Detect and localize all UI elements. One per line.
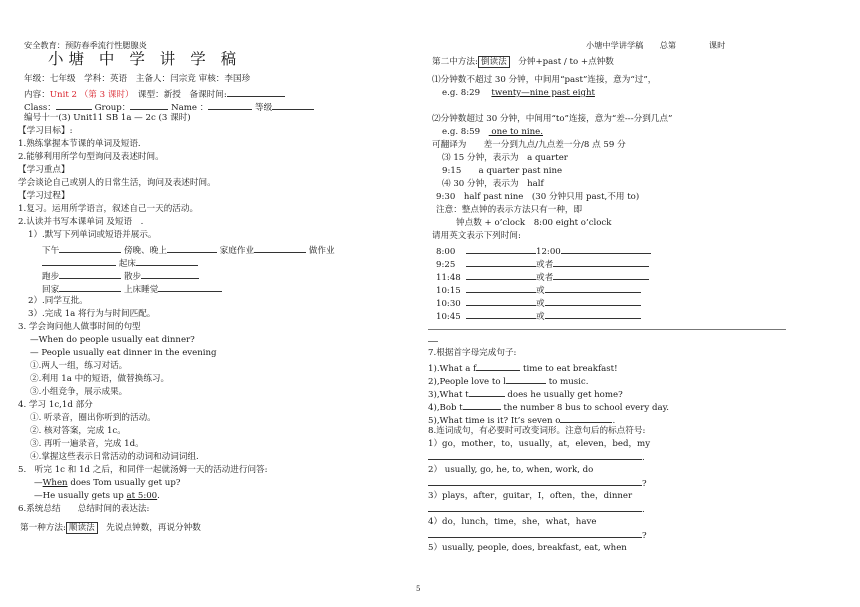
- class-line: [24, 100, 314, 114]
- answer-blank[interactable]: [545, 309, 641, 319]
- date-blank[interactable]: [227, 87, 285, 97]
- divider-line: [428, 329, 786, 330]
- answer-blank[interactable]: [553, 257, 649, 267]
- method-1: [20, 523, 201, 534]
- process-2-2: 2）.同学互批。: [28, 296, 88, 306]
- time-exercise-title: 请用英文表示下列时间:: [432, 231, 521, 241]
- answer-blank[interactable]: [466, 257, 536, 267]
- sentence-end: does he usually get home?: [504, 390, 623, 400]
- exercise-7-2: [428, 374, 588, 388]
- example-time: e.g. 8:59: [442, 127, 481, 137]
- vocab-word: 散步: [123, 272, 142, 282]
- answer-line[interactable]: [428, 528, 642, 538]
- process-4: 4. 学习 1c,1d 部分: [18, 400, 93, 410]
- exercise-8-title: 8.连词成句，有必要时可改变词形。注意句后的标点符号:: [428, 426, 646, 436]
- process-2-1: 1）.默写下列单词或短语并展示。: [28, 230, 157, 240]
- answer-blank[interactable]: [560, 413, 612, 423]
- key-header: 【学习重点】: [18, 165, 70, 175]
- question-rest: does Tom usually get up?: [67, 478, 181, 488]
- answer-blank[interactable]: [59, 269, 121, 279]
- time-row: [436, 296, 641, 310]
- time-value: 11:48: [436, 273, 461, 283]
- divider-line: [428, 341, 438, 342]
- process-4-2: ②. 核对答案，完成 1c。: [30, 426, 126, 436]
- right-total: 总第: [659, 40, 677, 50]
- process-4-4: ④.掌握这些表示日常活动的动词和动词词组.: [30, 452, 199, 462]
- time-value: 9:25: [436, 260, 456, 270]
- end-punctuation: ?: [642, 531, 647, 541]
- vocab-word: 傍晚、晚上: [123, 246, 167, 256]
- answer-blank[interactable]: [466, 309, 536, 319]
- answer-line[interactable]: [428, 450, 642, 460]
- exercise-8-2: 2） usually, go, he, to, when, work, do: [428, 465, 594, 475]
- exercise-8-1: 1）go，mother，to，usually，at，eleven，bed，my: [428, 439, 651, 449]
- exercise-7-1: [428, 361, 618, 375]
- rule-quarter: ⑶ 15 分钟，表示为 a quarter: [442, 153, 568, 163]
- method-2-prefix: 第二中方法:: [432, 57, 478, 67]
- class-line-blank[interactable]: [208, 100, 252, 110]
- rule-quarter-example: 9:15 a quarter past nine: [442, 166, 563, 176]
- vocab-word: 跑步: [42, 272, 60, 282]
- exercise-7-title: 7.根据首字母完成句子:: [428, 348, 517, 358]
- exercise-7-3: [428, 387, 623, 401]
- time-row: [436, 309, 641, 323]
- exercise-8-2-answer: [428, 476, 647, 490]
- question-1: —When do people usually eat dinner?: [30, 335, 195, 345]
- step-2: ②.利用 1a 中的短语，做替换练习。: [30, 374, 170, 384]
- process-2: 2.认读并书写本课单词 及短语 .: [18, 217, 144, 227]
- method-1-text: 先说点钟数，再说分钟数: [106, 523, 201, 533]
- answer-blank[interactable]: [469, 387, 505, 397]
- vocab-word: 下午: [42, 246, 60, 256]
- underlined-time: at 5:00: [126, 491, 158, 501]
- answer-blank[interactable]: [476, 361, 520, 371]
- rule-translation: 可翻译为 差一分到九点/九点差一分/8 点 59 分: [432, 140, 626, 150]
- answer-line[interactable]: [428, 476, 642, 486]
- safety-note: 安全教育：预防春季流行性腮腺炎: [24, 40, 147, 50]
- answer-blank[interactable]: [167, 243, 217, 253]
- process-3: 3. 学会询问他人做事时间的句型: [18, 322, 141, 332]
- example-time: e.g. 8:29: [442, 88, 481, 98]
- answer-blank[interactable]: [141, 269, 199, 279]
- process-header: 【学习过程】: [18, 191, 70, 201]
- separator: 或者: [536, 273, 554, 283]
- key-text: 学会谈论自己或别人的日常生活，询问及表述时间。: [18, 178, 216, 188]
- sentence-end: to music.: [545, 377, 589, 387]
- end-punctuation: .: [642, 505, 645, 515]
- vocab-row-3: [42, 269, 199, 283]
- rule-1: ⑴分钟数不超过 30 分钟，中间用“past”连接，意为“过”，: [432, 75, 657, 85]
- rule-2-example: [442, 127, 543, 138]
- method-2-text: 分钟+past / to +点钟数: [518, 57, 614, 67]
- page-number: 5: [416, 585, 421, 593]
- vocab-word: 起床: [118, 259, 136, 269]
- answer-blank[interactable]: [158, 282, 222, 292]
- sentence-start: 3),What t: [428, 390, 469, 400]
- time-row: [436, 283, 641, 297]
- vocab-word: 上床睡觉: [123, 285, 159, 295]
- vocab-row-4: [42, 282, 222, 296]
- process-4-3: ③. 再听一遍录音，完成 1d。: [30, 439, 144, 449]
- content-unit: Unit 2 （第 3 课时）: [49, 90, 130, 100]
- example-answer: one to nine.: [488, 127, 543, 137]
- exercise-8-5: 5）usually, people, does, breakfast, eat, when: [428, 543, 627, 553]
- class-line-blank[interactable]: [56, 100, 92, 110]
- question-2: [34, 478, 180, 489]
- exercise-7-5: [428, 413, 615, 427]
- answer-blank[interactable]: [545, 296, 641, 306]
- content-prefix: 内容：: [24, 90, 50, 100]
- answer-blank[interactable]: [42, 256, 116, 266]
- answer-blank[interactable]: [506, 374, 546, 384]
- method-1-prefix: 第一种方法:: [20, 523, 66, 533]
- answer-blank[interactable]: [466, 270, 536, 280]
- time-value: 10:30: [436, 299, 461, 309]
- vocab-row-1: [42, 243, 335, 257]
- time-value: 8:00: [436, 247, 456, 257]
- exercise-8-1-answer: [428, 450, 645, 464]
- exercise-7-4: [428, 400, 669, 414]
- exercise-8-3-answer: [428, 502, 645, 516]
- end-punctuation: .: [642, 453, 645, 463]
- class-line-label: Class：: [24, 103, 56, 113]
- answer-2: [34, 491, 160, 502]
- separator: 或: [536, 286, 545, 296]
- answer-blank[interactable]: [466, 283, 536, 293]
- step-1: ①.两人一组，练习对话。: [30, 361, 128, 371]
- goal-1: 1.熟练掌握本节课的单词及短语.: [18, 139, 141, 149]
- answer-blank[interactable]: [466, 296, 536, 306]
- answer-blank[interactable]: [254, 243, 306, 253]
- process-6: 6.系统总结 总结时间的表达法:: [18, 504, 150, 514]
- meta-line: 年级：七年级 学科：英语 主备人：闫宗竞 审核：李国珍: [24, 74, 251, 84]
- underlined-word: When: [42, 478, 68, 488]
- note: 注意：整点钟的表示方法只有一种，即: [436, 205, 583, 215]
- answer-blank[interactable]: [59, 282, 121, 292]
- separator: 或: [536, 299, 545, 309]
- answer-blank[interactable]: [136, 256, 198, 266]
- exercise-8-4: 4）do，lunch，time，she，what，have: [428, 517, 597, 527]
- answer-line[interactable]: [428, 502, 642, 512]
- answer-blank[interactable]: [463, 400, 501, 410]
- exercise-8-3: 3）plays，after，guitar，I，often，the，dinner: [428, 491, 633, 501]
- time-value: 10:15: [436, 286, 461, 296]
- answer-1: — People usually eat dinner in the evening: [30, 348, 217, 358]
- sentence-start: 5),What time is it? It’s seven o: [428, 416, 561, 426]
- exercise-8-4-answer: [428, 528, 647, 542]
- sentence-end: time to eat breakfast!: [520, 364, 618, 374]
- answer-blank[interactable]: [59, 243, 121, 253]
- step-3: ③.小组竞争，展示成果。: [30, 387, 128, 397]
- process-5: 5. 听完 1c 和 1d 之后，和同伴一起就汤姆一天的活动进行问答:: [18, 465, 268, 475]
- vocab-word: 家庭作业: [219, 246, 255, 256]
- method-2-box: 倒读法: [478, 56, 510, 68]
- answer-start: —He usually gets up: [34, 491, 127, 501]
- class-line-blank[interactable]: [272, 100, 314, 110]
- rule-half: ⑷ 30 分钟，表示为 half: [442, 179, 544, 189]
- answer-blank[interactable]: [466, 244, 536, 254]
- method-1-box: 顺读法: [66, 522, 98, 534]
- right-header: [586, 40, 725, 51]
- page-title: 小塘 中 学 讲 学 稿: [48, 50, 242, 68]
- time-row: [436, 244, 651, 258]
- class-line-label: Name ：: [168, 103, 209, 113]
- time-row: [436, 257, 649, 271]
- vocab-row-2: [42, 256, 198, 270]
- answer-blank[interactable]: [561, 244, 651, 254]
- class-line-blank[interactable]: [130, 100, 168, 110]
- sentence-start: 1).What a f: [428, 364, 477, 374]
- separator: 12:00: [536, 247, 561, 257]
- separator: 或者: [536, 260, 554, 270]
- separator: 或: [536, 312, 545, 322]
- note-oclock: 钟点数 + o’clock 8:00 eight o’clock: [456, 218, 612, 228]
- process-1: 1.复习。运用所学语言，叙述自己一天的活动。: [18, 204, 199, 214]
- class-line-label: Group：: [91, 103, 131, 113]
- right-period: 课时: [708, 40, 726, 50]
- goals-header: 【学习目标】:: [18, 126, 73, 136]
- example-answer: twenty—nine past eight: [491, 88, 595, 98]
- process-4-1: ①. 听录音，圈出你听到的活动。: [30, 413, 156, 423]
- end-punctuation: ?: [642, 479, 647, 489]
- time-row: [436, 270, 649, 284]
- sentence-start: 2),People love to l: [428, 377, 506, 387]
- rule-2: ⑵分钟数超过 30 分钟，中间用“to”连接，意为“差---分到几点”: [432, 114, 673, 124]
- sentence-end: .: [612, 416, 616, 426]
- answer-end: .: [157, 491, 160, 501]
- answer-blank[interactable]: [553, 270, 649, 280]
- content-line: [24, 87, 285, 101]
- rule-1-example: [442, 88, 595, 99]
- time-value: 10:45: [436, 312, 461, 322]
- vocab-word: 回家: [42, 285, 60, 295]
- sentence-end: the number 8 bus to school every day.: [500, 403, 670, 413]
- right-school: 小塘中学讲学稿: [586, 40, 644, 50]
- class-line-label: 等级: [252, 103, 273, 113]
- sentence-start: 4),Bob t: [428, 403, 463, 413]
- code-line: 编号十一(3) Unit11 SB 1a — 2c (3 课时): [24, 113, 191, 123]
- process-2-3: 3）.完成 1a 将行为与时间匹配。: [28, 309, 156, 319]
- vocab-word: 做作业: [308, 246, 335, 256]
- goal-2: 2.能够利用所学句型询问及表述时间。: [18, 152, 164, 162]
- rule-half-example: 9:30 half past nine (30 分钟只用 past,不用 to): [436, 192, 640, 202]
- method-2: [432, 57, 614, 68]
- dash: —: [34, 478, 43, 488]
- content-suffix: 课型：新授 备课时间:: [137, 90, 227, 100]
- answer-blank[interactable]: [545, 283, 641, 293]
